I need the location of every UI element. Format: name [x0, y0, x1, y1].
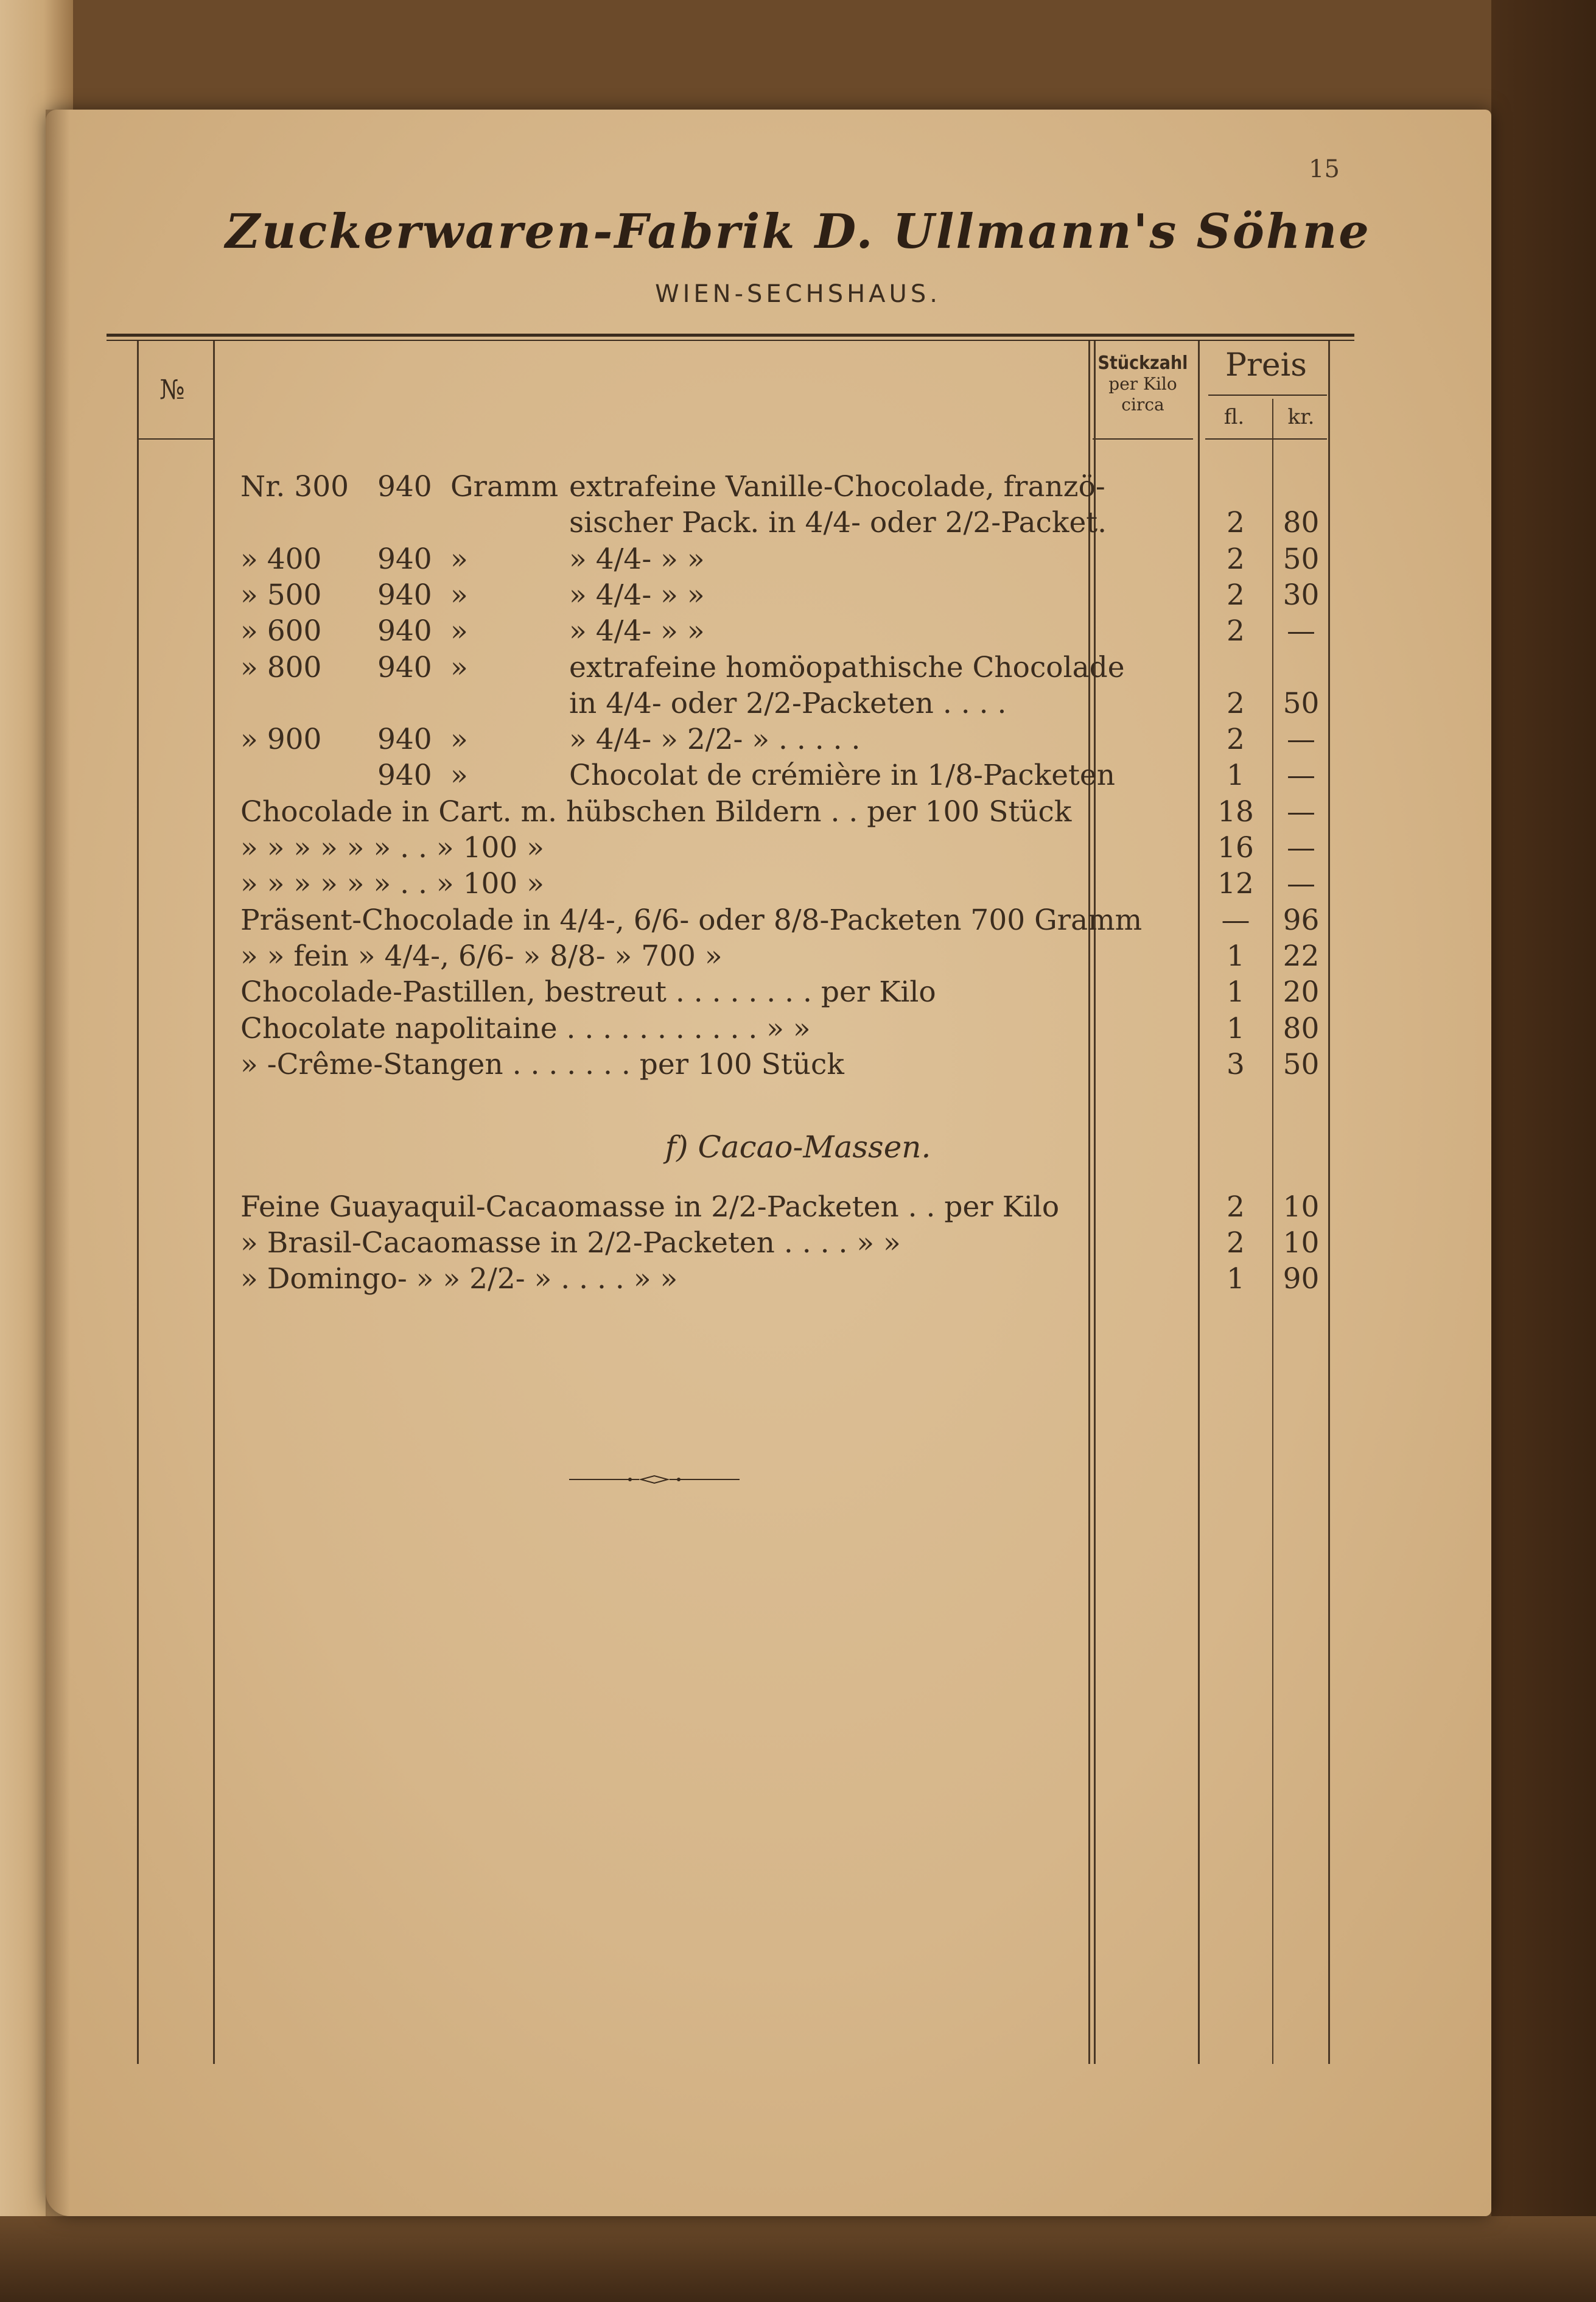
row-description: Präsent-Chocolade in 4/4-, 6/6- oder 8/8-Packeten 700 Gramm [240, 903, 1143, 937]
row-unit: » [450, 650, 468, 684]
table-row [0, 1262, 1596, 1299]
row-number: » 800 [240, 650, 322, 684]
table-row [0, 1012, 1596, 1048]
row-weight: 940 [377, 578, 432, 612]
row-description: in 4/4- oder 2/2-Packeten . . . . [569, 686, 1007, 720]
table-row [0, 1226, 1596, 1263]
row-price-kr: 50 [1283, 1047, 1320, 1081]
row-price-fl: — [1221, 903, 1250, 937]
row-price-fl: 2 [1227, 578, 1245, 612]
header-rule-top [107, 334, 1354, 337]
row-price-fl: 2 [1227, 723, 1245, 757]
row-price-fl: 18 [1217, 795, 1254, 829]
row-price-kr: 30 [1283, 578, 1320, 612]
table-row [0, 1190, 1596, 1227]
row-weight: 940 [377, 542, 432, 576]
row-unit: » [450, 542, 468, 576]
row-number: » 600 [240, 614, 322, 648]
row-description: sischer Pack. in 4/4- oder 2/2-Packet. [569, 506, 1107, 540]
row-price-kr: 22 [1283, 939, 1320, 973]
header-fl: fl. [1223, 405, 1245, 429]
row-price-kr: 10 [1283, 1190, 1320, 1224]
row-description: extrafeine homöopathische Chocolade [569, 650, 1125, 684]
table-row [0, 759, 1596, 795]
row-number: » 900 [240, 723, 322, 757]
table-row [0, 867, 1596, 904]
row-unit: » [450, 759, 468, 793]
row-price-kr: 20 [1283, 975, 1320, 1009]
row-price-kr: — [1287, 831, 1315, 865]
header-rule-count [1093, 438, 1193, 440]
row-weight: 940 [377, 723, 432, 757]
row-price-kr: 80 [1283, 506, 1320, 540]
header-kr: kr. [1287, 405, 1315, 429]
header-rule-top-thin [107, 340, 1354, 341]
row-price-fl: 3 [1227, 1047, 1245, 1081]
row-description: » -Crême-Stangen . . . . . . . per 100 Stück [240, 1047, 844, 1081]
table-row [0, 542, 1596, 579]
row-unit: » [450, 614, 468, 648]
row-description: Chocolade in Cart. m. hübschen Bildern . . per 100 Stück [240, 795, 1072, 829]
row-unit: Gramm [450, 470, 559, 504]
row-description: extrafeine Vanille-Chocolade, franzö- [569, 470, 1105, 504]
row-description: Chocolade-Pastillen, bestreut . . . . . . . . per Kilo [240, 975, 936, 1009]
row-description: » 4/4- » » [569, 578, 705, 612]
table-row [0, 939, 1596, 976]
row-price-kr: 96 [1283, 903, 1320, 937]
row-description: » » » » » » . . » 100 » [240, 831, 545, 865]
header-price: Preis [1225, 347, 1307, 384]
row-weight: 940 [377, 650, 432, 684]
row-price-fl: 2 [1227, 614, 1245, 648]
row-description: » 4/4- » » [569, 614, 705, 648]
table-row [0, 975, 1596, 1012]
row-price-fl: 1 [1227, 759, 1245, 793]
scan-background-bottom [0, 2216, 1596, 2302]
row-price-fl: 1 [1227, 1011, 1245, 1045]
row-price-fl: 16 [1217, 831, 1254, 865]
table-row [0, 687, 1596, 723]
row-unit: » [450, 578, 468, 612]
row-description: » 4/4- » » [569, 542, 705, 576]
letterhead-title: Zuckerwaren-Fabrik D. Ullmann's Söhne [225, 204, 1371, 259]
row-number: » 400 [240, 542, 322, 576]
row-description: » » » » » » . . » 100 » [240, 867, 545, 901]
table-row [0, 904, 1596, 940]
table-row [0, 795, 1596, 832]
table-row [0, 651, 1596, 687]
header-count-line2: per Kilo [1108, 374, 1177, 394]
row-price-kr: — [1287, 723, 1315, 757]
header-rule-price-split [1208, 395, 1327, 396]
row-description: » Brasil-Cacaomasse in 2/2-Packeten . . . . » » [240, 1226, 901, 1260]
row-price-kr: — [1287, 867, 1315, 901]
table-row [0, 1048, 1596, 1084]
table-row [0, 614, 1596, 651]
page-number: 15 [1309, 155, 1340, 183]
row-price-fl: 2 [1227, 1226, 1245, 1260]
row-price-fl: 2 [1227, 506, 1245, 540]
header-rule-number [137, 438, 213, 440]
row-description: » Domingo- » » 2/2- » . . . . » » [240, 1262, 678, 1296]
row-weight: 940 [377, 470, 432, 504]
row-weight: 940 [377, 759, 432, 793]
row-unit: » [450, 723, 468, 757]
row-price-fl: 2 [1227, 1190, 1245, 1224]
row-description: » » fein » 4/4-, 6/6- » 8/8- » 700 » [240, 939, 723, 973]
row-price-kr: 10 [1283, 1226, 1320, 1260]
row-price-kr: — [1287, 795, 1315, 829]
table-row [0, 578, 1596, 615]
table-row [0, 831, 1596, 868]
header-count-per-kilo [1090, 353, 1196, 415]
section-heading: f) Cacao-Massen. [665, 1129, 931, 1165]
header-count-line3: circa [1121, 395, 1164, 415]
row-price-fl: 2 [1227, 542, 1245, 576]
row-price-fl: 1 [1227, 975, 1245, 1009]
row-description: Chocolat de crémière in 1/8-Packeten [569, 759, 1115, 793]
row-description: Feine Guayaquil-Cacaomasse in 2/2-Packeten . . per Kilo [240, 1190, 1060, 1224]
table-row [0, 723, 1596, 759]
row-description: » 4/4- » 2/2- » . . . . . [569, 723, 861, 757]
header-number-sign: № [159, 374, 185, 405]
row-price-kr: 50 [1283, 686, 1320, 720]
row-price-kr: 50 [1283, 542, 1320, 576]
row-price-fl: 1 [1227, 1262, 1245, 1296]
row-price-fl: 12 [1217, 867, 1254, 901]
row-price-fl: 2 [1227, 686, 1245, 720]
row-description: Chocolate napolitaine . . . . . . . . . . . » » [240, 1011, 811, 1045]
row-number: » 500 [240, 578, 322, 612]
row-number: Nr. 300 [240, 470, 349, 504]
table-row [0, 470, 1596, 507]
ornament-divider [569, 1473, 740, 1486]
table-row [0, 506, 1596, 542]
row-price-kr: — [1287, 614, 1315, 648]
header-count-line1: Stückzahl [1097, 353, 1188, 374]
row-weight: 940 [377, 614, 432, 648]
row-price-kr: 80 [1283, 1011, 1320, 1045]
letterhead-subtitle: WIEN-SECHSHAUS. [655, 280, 941, 308]
header-rule-price [1205, 438, 1327, 440]
row-price-kr: — [1287, 759, 1315, 793]
row-price-kr: 90 [1283, 1262, 1320, 1296]
row-price-fl: 1 [1227, 939, 1245, 973]
